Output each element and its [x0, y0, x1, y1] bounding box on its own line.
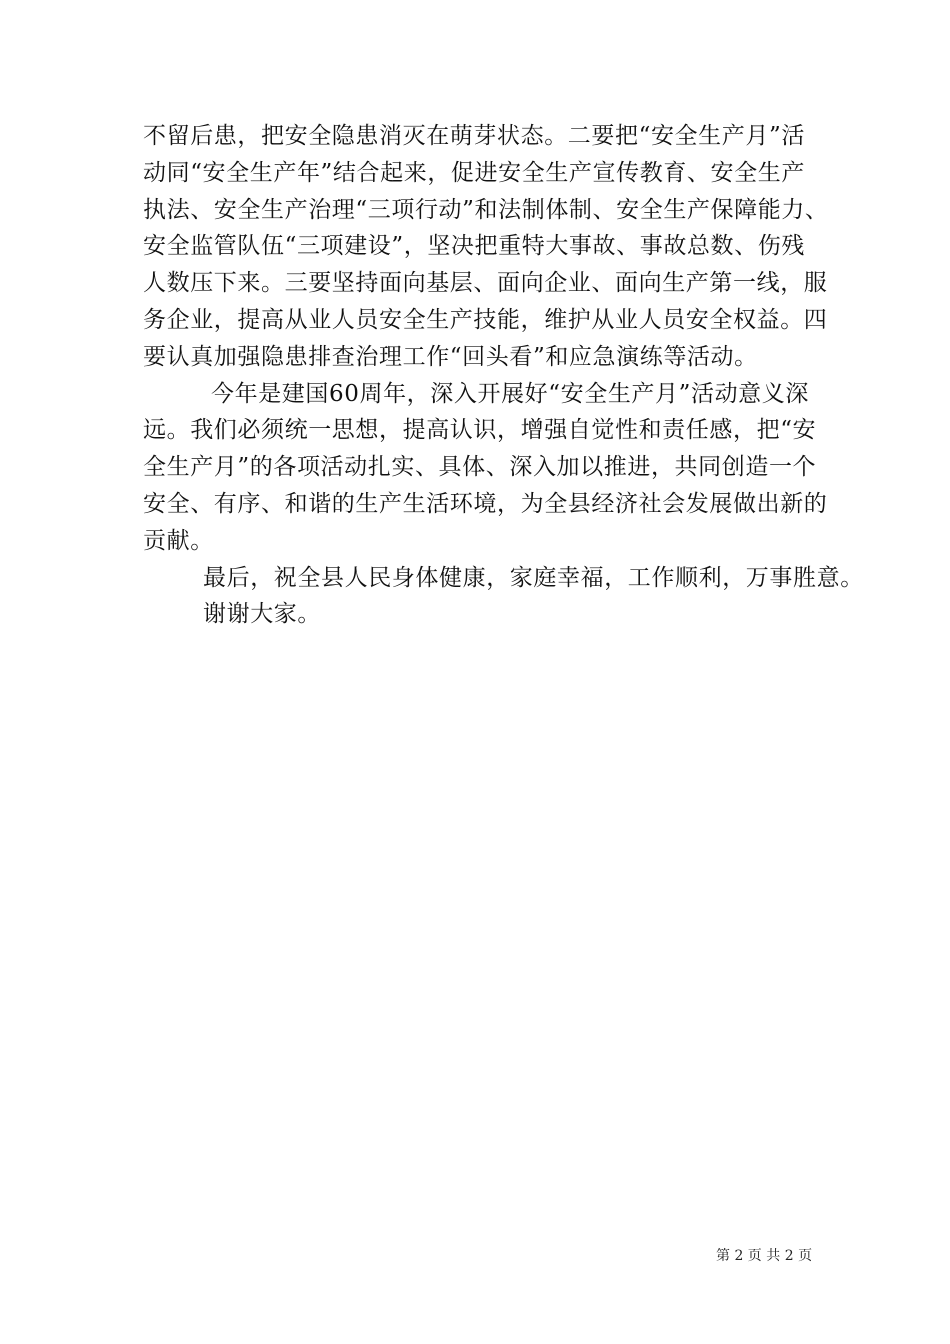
- paragraph-line: 人数压下来。三要坚持面向基层、面向企业、面向生产第一线，服: [143, 270, 828, 297]
- thanks-line: 谢谢大家。: [203, 601, 321, 628]
- paragraph-line: 安全监管队伍“三项建设”，坚决把重特大事故、事故总数、伤残: [143, 233, 805, 260]
- document-body: [143, 118, 864, 633]
- closing-line: 最后，祝全县人民身体健康，家庭幸福，工作顺利，万事胜意。: [203, 564, 864, 591]
- paragraph-line: 全生产月”的各项活动扎实、具体、深入加以推进，共同创造一个: [143, 454, 817, 481]
- paragraph-line: 安全、有序、和谐的生产生活环境，为全县经济社会发展做出新的: [143, 490, 828, 517]
- page-number: 第 2 页 共 2 页: [716, 1248, 813, 1264]
- paragraph-line: 不留后患，把安全隐患消灭在萌芽状态。二要把“安全生产月”活: [143, 123, 805, 149]
- paragraph-line: 要认真加强隐患排查治理工作“回头看”和应急演练等活动。: [143, 343, 758, 370]
- paragraph-line: 贡献。: [143, 527, 214, 554]
- paragraph-line: 执法、安全生产治理“三项行动”和法制体制、安全生产保障能力、: [143, 196, 829, 223]
- paragraph-line-indented: 今年是建国60周年，深入开展好“安全生产月”活动意义深: [211, 380, 809, 407]
- paragraph-line: 远。我们必须统一思想，提高认识，增强自觉性和责任感，把“安: [143, 417, 817, 444]
- paragraph-line: 务企业，提高从业人员安全生产技能，维护从业人员安全权益。四: [143, 306, 828, 333]
- paragraph-line: 动同“安全生产年”结合起来，促进安全生产宣传教育、安全生产: [143, 159, 805, 186]
